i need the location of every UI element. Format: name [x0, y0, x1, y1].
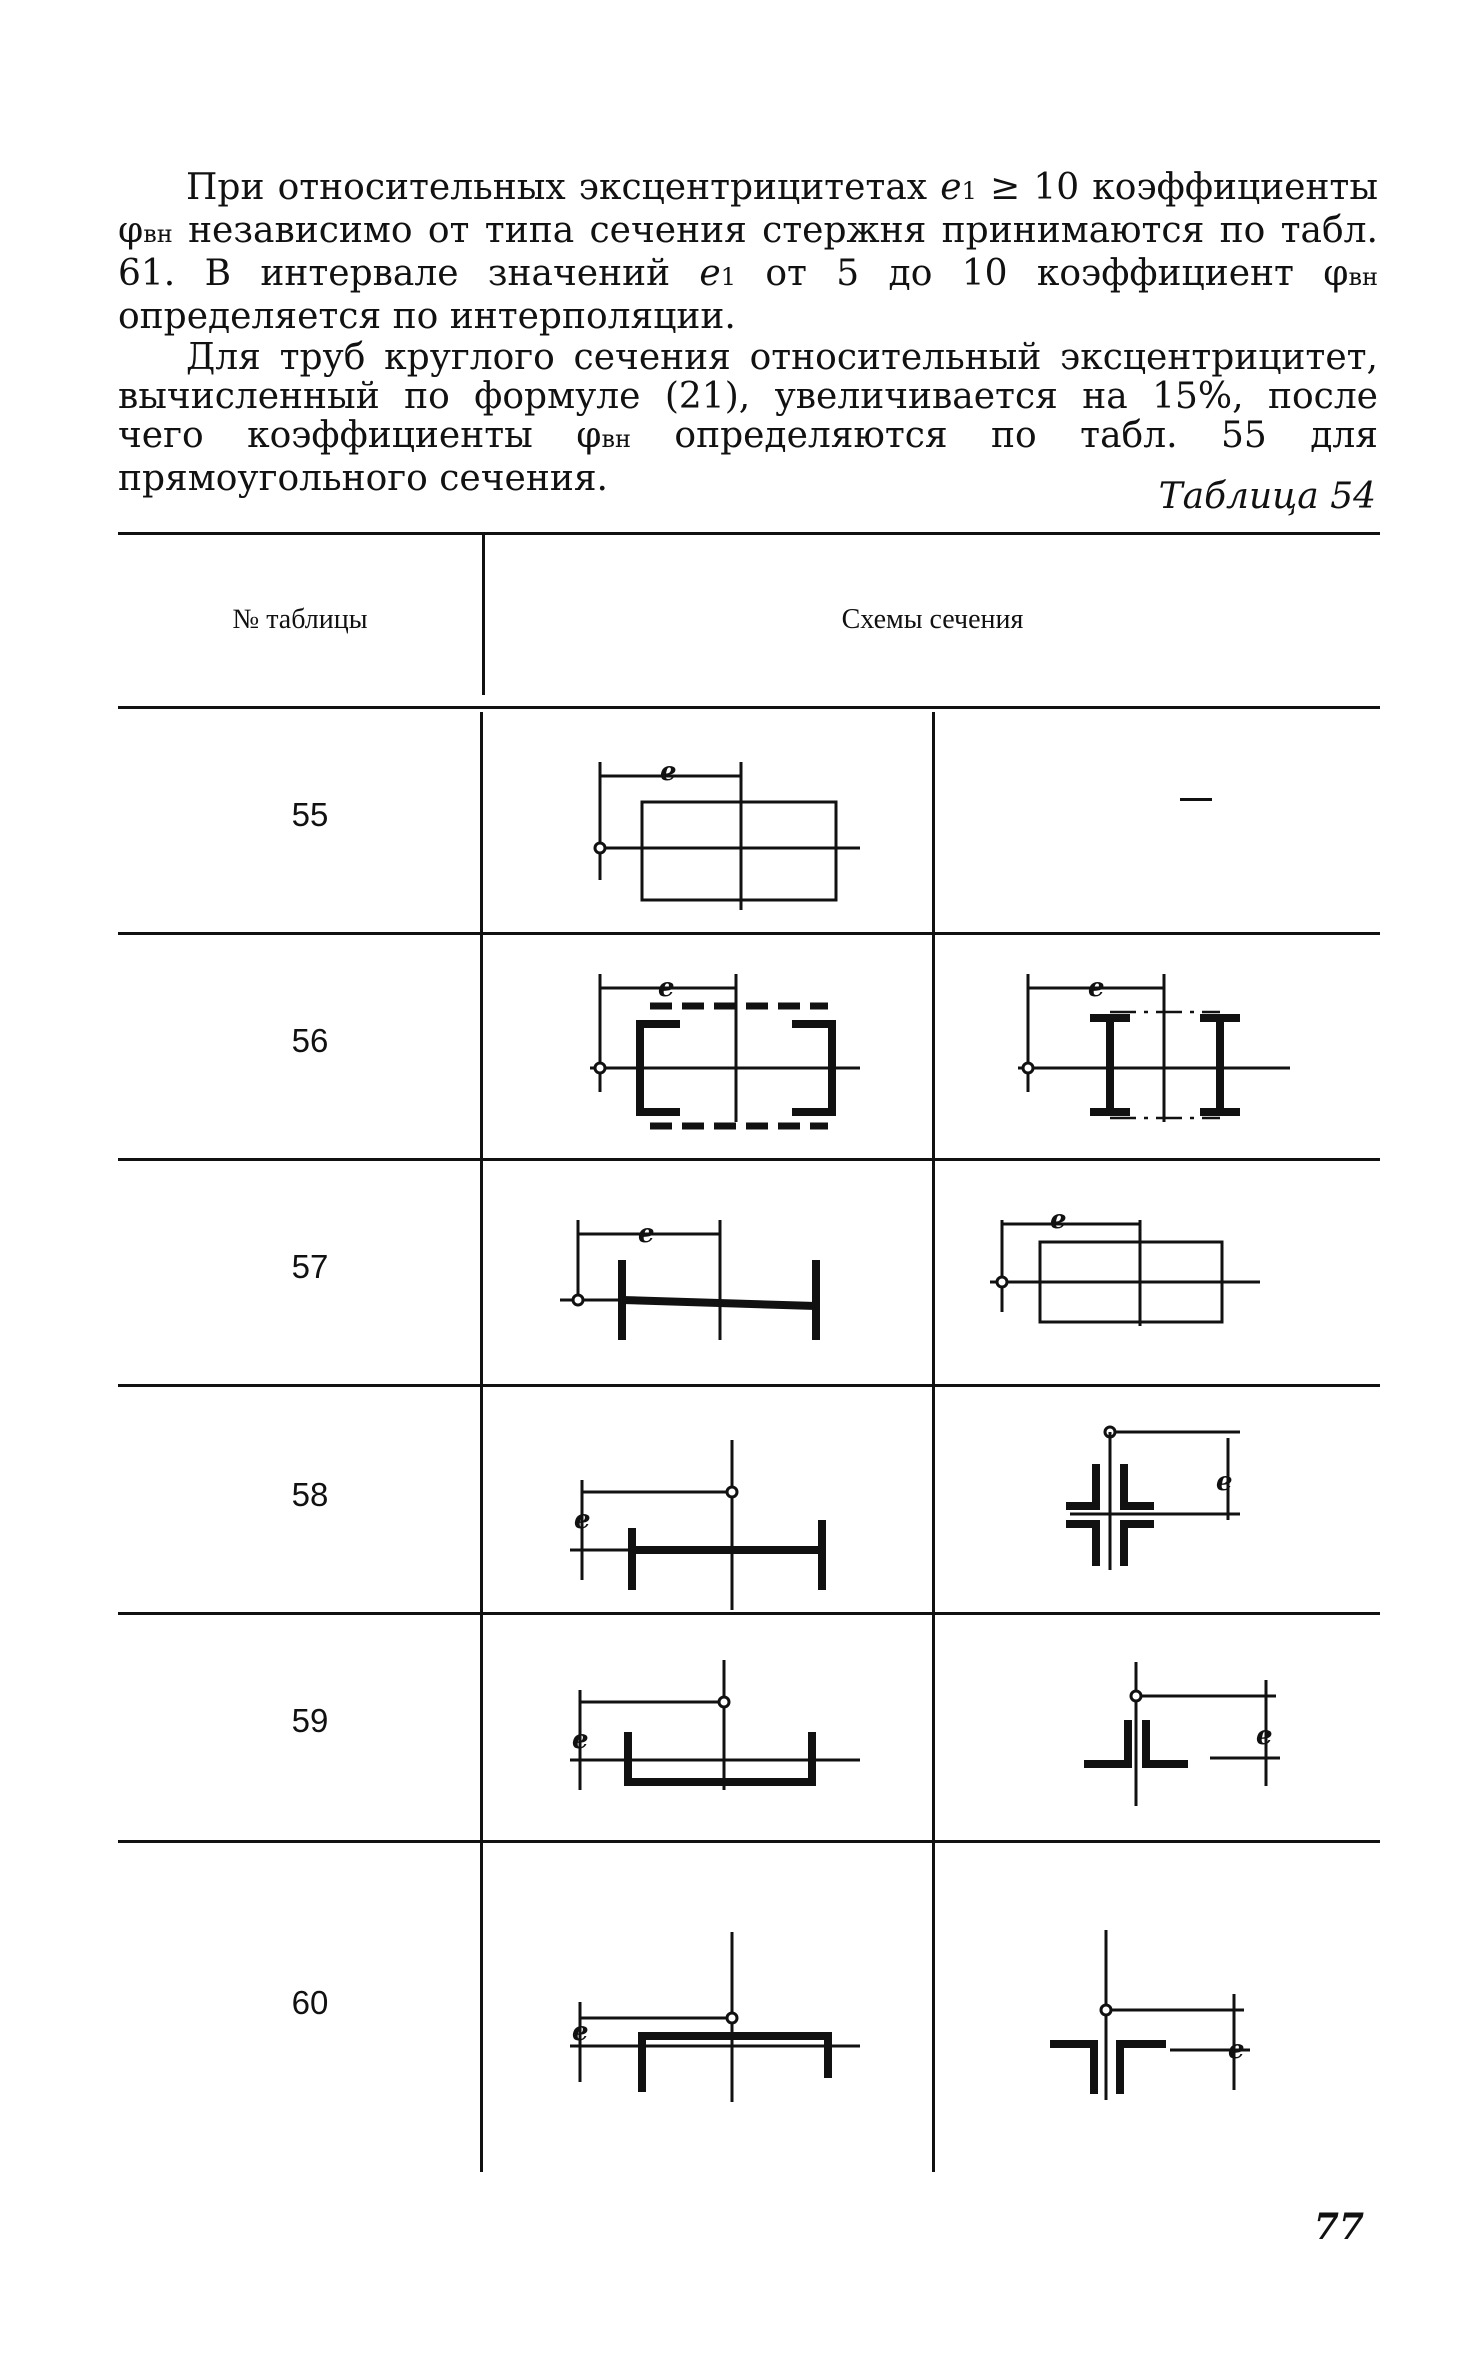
dimension-label-e: e	[1050, 1205, 1067, 1235]
p1-symbol-phi-sub: вн	[143, 220, 173, 248]
p1-symbol-phi2: φ	[1323, 253, 1349, 294]
row-number-60: 60	[291, 1984, 329, 2021]
p1-text-e: определяется по интерполяции.	[118, 296, 736, 337]
dimension-label-e: e	[1216, 1467, 1233, 1497]
row-separator	[118, 1384, 1380, 1387]
section-i-beams-diagram	[1000, 962, 1320, 1142]
row-number-59: 59	[291, 1702, 329, 1739]
table-header-rule	[118, 706, 1380, 709]
paragraph-2	[118, 338, 1378, 498]
dimension-label-e: e	[574, 1505, 591, 1535]
p2-symbol-phi: φ	[576, 415, 602, 456]
table-top-rule	[118, 532, 1380, 535]
column-rule-1	[480, 712, 483, 2172]
paragraph-1	[118, 168, 1378, 336]
dimension-label-e: e	[1256, 1721, 1273, 1751]
section-rect-solid-diagram	[560, 750, 880, 930]
dimension-label-e: e	[660, 757, 677, 787]
dimension-label-e: e	[658, 973, 675, 1003]
page-number: 77	[1313, 2206, 1364, 2248]
p1-symbol-e1-sub: 1	[961, 177, 977, 205]
dimension-label-e: e	[1088, 973, 1105, 1003]
p1-text-b: ≥ 10 коэффициенты	[976, 167, 1378, 208]
dimension-label-e: e	[572, 2017, 589, 2047]
p1-text-d: от 5 до 10 коэффициент	[736, 253, 1324, 294]
section-cross-angles-diagram	[1030, 1410, 1350, 1590]
row-separator	[118, 932, 1380, 935]
section-two-flange-diagram	[560, 1200, 880, 1360]
row-number-56: 56	[291, 1022, 329, 1059]
row-separator	[118, 1840, 1380, 1843]
table-caption: Таблица 54	[1158, 476, 1376, 517]
column-rule-2	[932, 712, 935, 2172]
empty-cell-dash	[1180, 798, 1212, 801]
p2-text-a: Для труб круглого сечения относительный эксцентрицитет, вычисленный по формуле (21), увеличивается на 15%, после чего коэффициенты	[118, 337, 1378, 456]
section-channels-diagram	[560, 962, 880, 1142]
p1-text-a: При относительных эксцентрицитетах	[186, 167, 941, 208]
row-number-58: 58	[291, 1476, 329, 1513]
dimension-label-e: e	[638, 1219, 655, 1249]
row-separator	[118, 1158, 1380, 1161]
section-two-angles-diagram	[1070, 1656, 1330, 1826]
p2-symbol-phi-sub: вн	[601, 425, 631, 453]
p1-text-c: независимо от типа сечения стержня принимаются по табл. 61. В интервале значений	[118, 210, 1378, 294]
dimension-label-e: e	[572, 1725, 589, 1755]
p1-symbol-e2: e	[699, 253, 721, 294]
dimension-label-e: e	[1228, 2035, 1245, 2065]
p1-symbol-e2-sub: 1	[720, 263, 737, 291]
p1-symbol-phi: φ	[118, 210, 144, 251]
row-separator	[118, 1612, 1380, 1615]
section-row60-right-diagram	[1040, 1930, 1320, 2110]
row-number-55: 55	[291, 796, 329, 833]
section-row58-left-diagram	[560, 1440, 880, 1610]
section-row60-left-diagram	[560, 1932, 880, 2112]
section-channel-diagram	[560, 1660, 880, 1820]
p1-symbol-e1: e	[940, 167, 962, 208]
p2-text-b: определяются по табл. 55 для прямоугольного сечения.	[118, 415, 1378, 499]
p1-symbol-phi2-sub: вн	[1348, 263, 1378, 291]
row-number-57: 57	[291, 1248, 329, 1285]
header-table-number: № таблицы	[232, 604, 368, 635]
header-section-schemes: Схемы сечения	[841, 604, 1024, 635]
section-rect-hollow-diagram	[990, 1196, 1310, 1356]
